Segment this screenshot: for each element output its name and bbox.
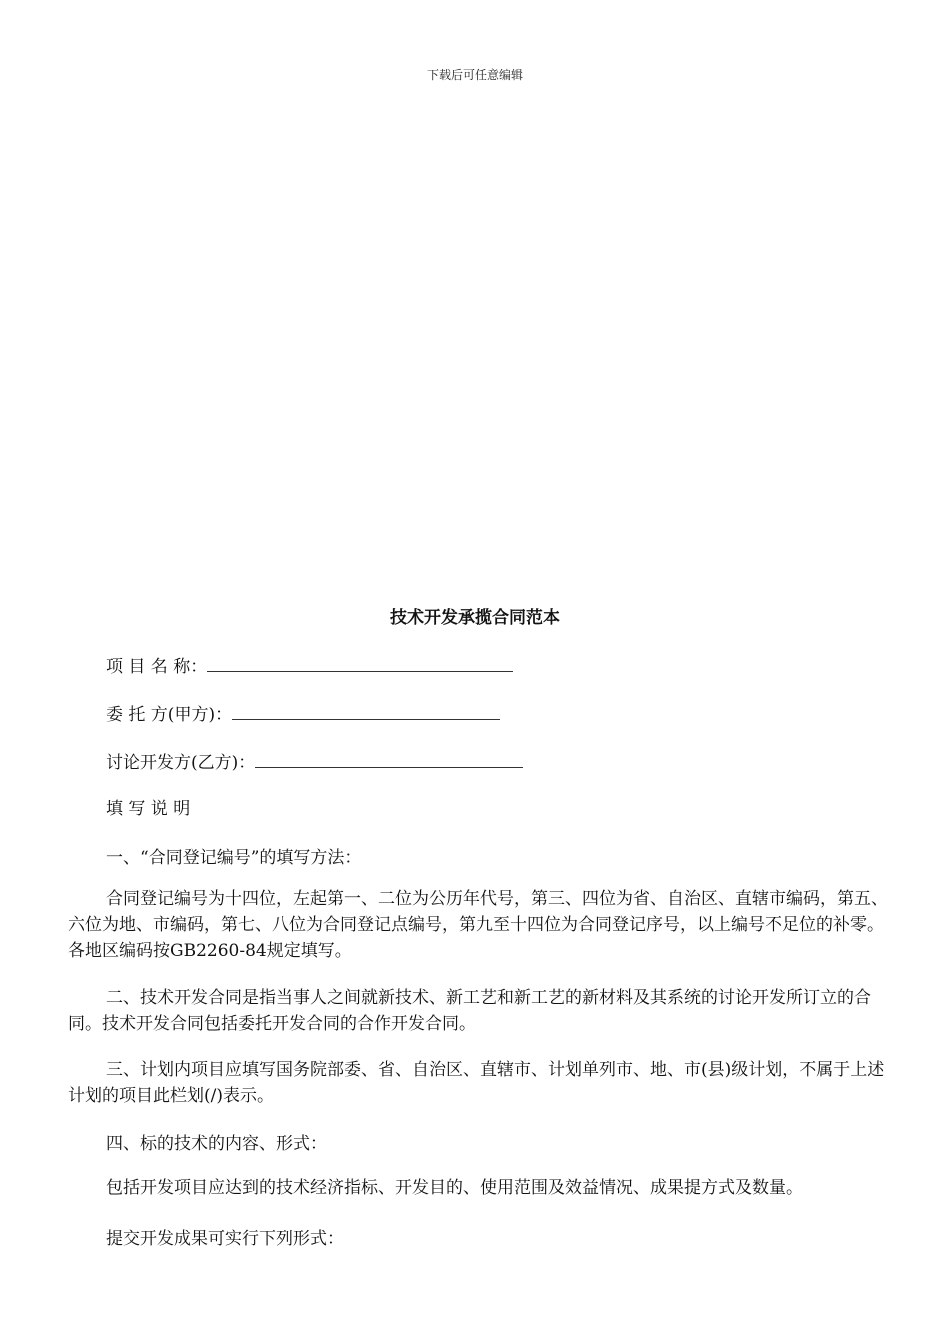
- section1-paragraph: [68, 886, 888, 964]
- section3-paragraph: [68, 1057, 888, 1109]
- section4-paragraph: [68, 1175, 888, 1201]
- developer-field: [106, 748, 523, 773]
- section2-paragraph: [68, 985, 888, 1037]
- instructions-heading: 填 写 说 明: [106, 799, 191, 819]
- project-name-field: [106, 652, 513, 677]
- project-name-blank: [207, 657, 513, 672]
- section4-body: 包括开发项目应达到的技术经济指标、开发目的、使用范围及效益情况、成果提方式及数量。: [106, 1178, 803, 1198]
- section3-body: 三、计划内项目应填写国务院部委、省、自治区、直辖市、计划单列市、地、市(县)级计划，不属于上述计划的项目此栏划(/)表示。: [68, 1060, 885, 1106]
- developer-label: 讨论开发方(乙方)：: [106, 753, 256, 773]
- header-note: 下载后可任意编辑: [426, 68, 523, 82]
- client-label: 委 托 方(甲方)：: [106, 705, 233, 725]
- section4-heading: 四、标的技术的内容、形式：: [106, 1134, 327, 1154]
- client-blank: [232, 705, 500, 720]
- project-name-label: 项 目 名 称：: [106, 657, 208, 677]
- developer-blank: [255, 753, 523, 768]
- document-title: 技术开发承揽合同范本: [390, 608, 560, 628]
- section4-forms: 提交开发成果可实行下列形式：: [106, 1229, 344, 1249]
- section1-body: 合同登记编号为十四位，左起第一、二位为公历年代号，第三、四位为省、自治区、直辖市编码，第五、六位为地、市编码，第七、八位为合同登记点编号，第九至十四位为合同登记序号，以上编号不足位的补零。各地区编码按GB2260-84规定填写。: [68, 889, 888, 961]
- section2-body: 二、技术开发合同是指当事人之间就新技术、新工艺和新工艺的新材料及其系统的讨论开发所订立的合同。技术开发合同包括委托开发合同的合作开发合同。: [68, 988, 871, 1034]
- section1-heading: 一、“合同登记编号”的填写方法：: [106, 848, 362, 868]
- client-field: [106, 700, 500, 725]
